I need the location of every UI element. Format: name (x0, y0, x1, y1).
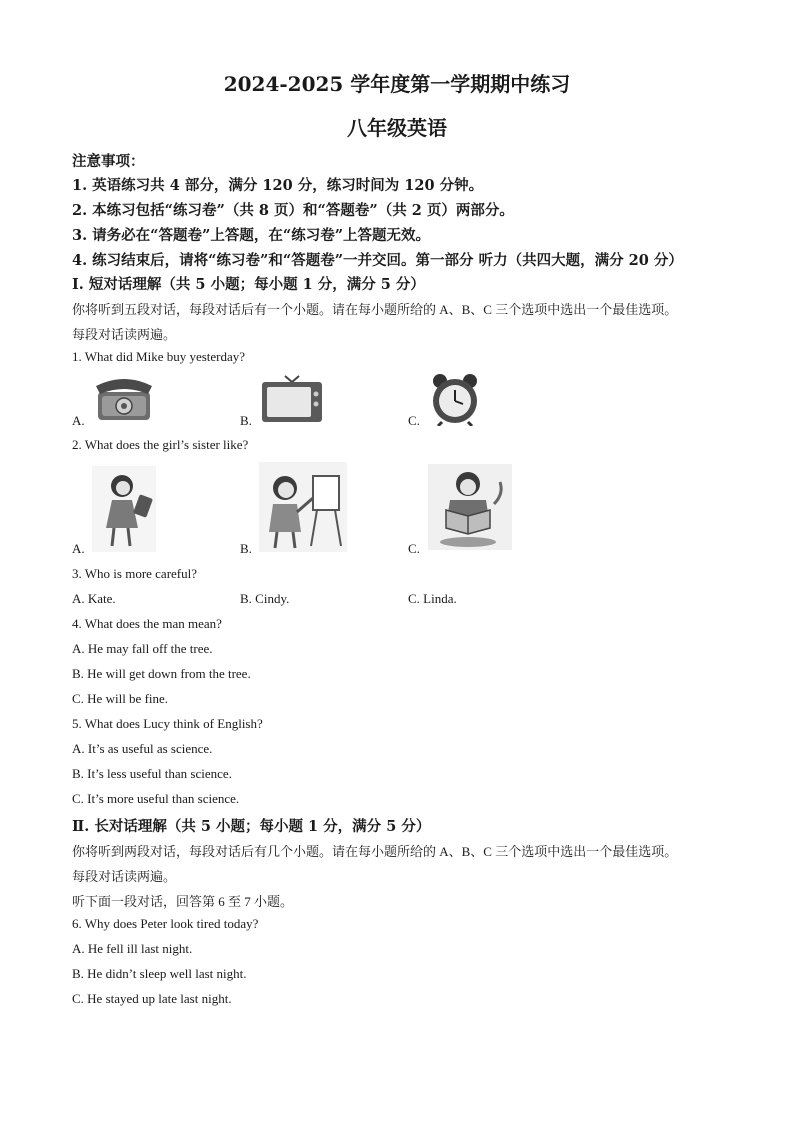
telephone-icon (92, 372, 156, 424)
question-4: 4. What does the man mean? (72, 616, 222, 631)
girl-reading-picture (428, 464, 512, 550)
question-5: 5. What does Lucy think of English? (72, 716, 263, 731)
q1-option-c-label: C. (408, 413, 420, 428)
q6-option-a: A. He fell ill last night. (72, 941, 193, 956)
q6-option-c: C. He stayed up late last night. (72, 991, 232, 1006)
section1-instruction-2: 每段对话读两遍。 (72, 327, 177, 342)
section2-heading: Ⅱ. 长对话理解（共 5 小题；每小题 1 分，满分 5 分） (72, 818, 431, 835)
q1-option-a-label: A. (72, 413, 85, 428)
q4-option-c: C. He will be fine. (72, 691, 169, 706)
television-icon (259, 374, 325, 424)
q5-option-b: B. It’s less useful than science. (72, 766, 232, 781)
q5-option-c: C. It’s more useful than science. (72, 791, 240, 806)
question-2: 2. What does the girl’s sister like? (72, 437, 249, 452)
section2-instruction: 你将听到两段对话，每段对话后有几个小题。请在每小题所给的 A、B、C 三个选项中选出一个最佳选项。 (72, 844, 678, 859)
q3-option-c: C. Linda. (408, 591, 457, 606)
alarm-clock-icon (428, 372, 482, 426)
exam-title: 2024-2025 学年度第一学期期中练习 (223, 72, 571, 96)
girl-with-bag-picture (92, 466, 156, 552)
exam-subject: 八年级英语 (347, 116, 447, 140)
q3-option-a: A. Kate. (72, 591, 116, 606)
q2-option-a-label: A. (72, 541, 85, 556)
question-1: 1. What did Mike buy yesterday? (72, 349, 246, 364)
notes-heading: 注意事项： (72, 153, 145, 170)
note-item-3: 3. 请务必在“答题卷”上答题，在“练习卷”上答题无效。 (72, 227, 431, 244)
note-item-1: 1. 英语练习共 4 部分，满分 120 分，练习时间为 120 分钟。 (72, 177, 484, 194)
q5-option-a: A. It’s as useful as science. (72, 741, 213, 756)
q4-option-a: A. He may fall off the tree. (72, 641, 213, 656)
section1-instruction: 你将听到五段对话，每段对话后有一个小题。请在每小题所给的 A、B、C 三个选项中选出一个最佳选项。 (72, 302, 678, 317)
q6-option-b: B. He didn’t sleep well last night. (72, 966, 247, 981)
note-item-4: 4. 练习结束后，请将“练习卷”和“答题卷”一并交回。第一部分 听力（共四大题，满分 20 分） (72, 252, 683, 269)
section1-heading: Ⅰ. 短对话理解（共 5 小题；每小题 1 分，满分 5 分） (72, 276, 425, 293)
q4-option-b: B. He will get down from the tree. (72, 666, 251, 681)
q2-option-b-label: B. (240, 541, 252, 556)
note-item-2: 2. 本练习包括“练习卷”（共 8 页）和“答题卷”（共 2 页）两部分。 (72, 202, 514, 219)
question-3: 3. Who is more careful? (72, 566, 198, 581)
q1-option-b-label: B. (240, 413, 252, 428)
section2-instruction-2: 每段对话读两遍。 (72, 869, 177, 884)
q2-option-c-label: C. (408, 541, 420, 556)
question-6: 6. Why does Peter look tired today? (72, 916, 259, 931)
girl-painting-picture (259, 462, 347, 552)
dialogue-lead: 听下面一段对话，回答第 6 至 7 小题。 (72, 894, 294, 909)
q3-option-b: B. Cindy. (240, 591, 290, 606)
